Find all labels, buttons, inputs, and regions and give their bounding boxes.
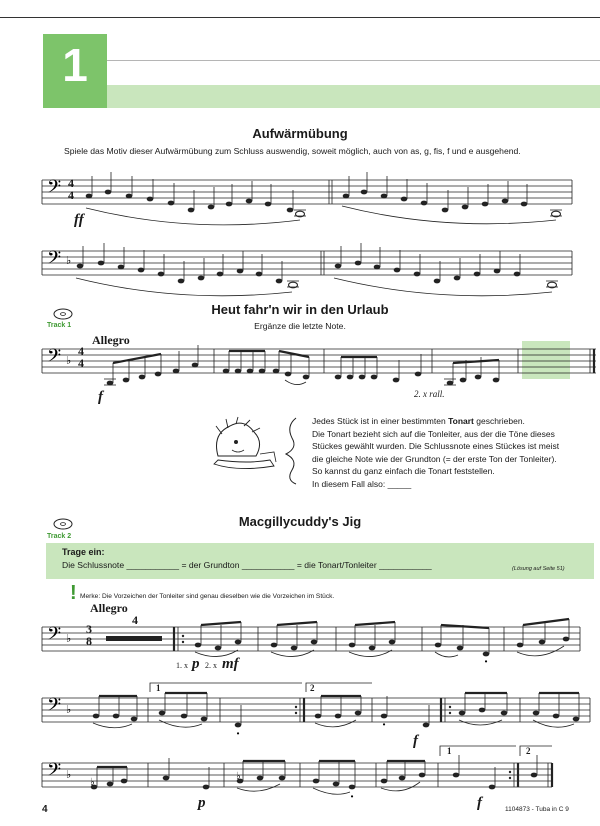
fill-in-title: Trage ein: bbox=[62, 547, 105, 557]
svg-text:♭: ♭ bbox=[66, 254, 72, 267]
jig-volta-2: 2 bbox=[310, 683, 315, 693]
page-number: 4 bbox=[42, 804, 48, 815]
warmup-time-top: 4 bbox=[68, 176, 74, 190]
svg-text:𝄢: 𝄢 bbox=[47, 346, 62, 371]
section-title-urlaub: Heut fahr'n wir in den Urlaub bbox=[211, 302, 389, 317]
jig-volta-2b: 2 bbox=[526, 746, 531, 756]
svg-text:♭: ♭ bbox=[236, 771, 241, 782]
info-line-1-pre: Jedes Stück ist in einer bestimmten bbox=[312, 416, 449, 426]
jig-tempo: Allegro bbox=[90, 601, 128, 615]
warmup-dynamic: ff bbox=[74, 212, 84, 228]
svg-text:𝄢: 𝄢 bbox=[47, 760, 62, 785]
svg-text:♭: ♭ bbox=[66, 768, 72, 781]
fill-in-line[interactable]: Die Schlussnote ___________ = der Grundton ___________ = die Tonart/Tonleiter ___________ bbox=[62, 560, 432, 570]
jig-dyn-p: p bbox=[192, 656, 200, 672]
jig-dyn-p2: p bbox=[198, 795, 206, 811]
info-line-3: Stückes gewählt wurden. Die Schlussnote eines Stückes ist meist bbox=[312, 441, 560, 452]
svg-text:•: • bbox=[236, 729, 240, 738]
svg-text:•: • bbox=[484, 657, 488, 666]
urlaub-dynamic: f bbox=[98, 389, 103, 405]
info-line-2: Die Tonart bezieht sich auf die Tonleiter, aus der die Töne dieses bbox=[312, 428, 555, 439]
svg-text:♭: ♭ bbox=[90, 777, 95, 788]
urlaub-subtitle: Ergänze die letzte Note. bbox=[254, 321, 346, 331]
jig-time-top: 3 bbox=[86, 622, 92, 636]
merke-text: Merke: Die Vorzeichen der Tonleiter sind genau dieselben wie die Vorzeichen im Stück. bbox=[80, 593, 335, 600]
lesson-number: 1 bbox=[62, 39, 88, 91]
urlaub-time-bottom: 4 bbox=[78, 356, 84, 370]
svg-text:𝄢: 𝄢 bbox=[47, 248, 62, 273]
svg-text:𝄢: 𝄢 bbox=[47, 624, 62, 649]
svg-text:♭: ♭ bbox=[66, 632, 72, 645]
jig-volta-1b: 1 bbox=[447, 746, 452, 756]
info-bold-word: Tonart bbox=[448, 416, 474, 426]
urlaub-rall: 2. x rall. bbox=[414, 389, 445, 399]
warmup-time-bottom: 4 bbox=[68, 188, 74, 202]
jig-dyn-mf: mf bbox=[222, 656, 239, 672]
merke-exclamation: ! bbox=[70, 582, 77, 604]
jig-dyn-1x: 1. x bbox=[176, 661, 188, 670]
svg-text:•: • bbox=[382, 720, 386, 729]
solution-note: (Lösung auf Seite 51) bbox=[512, 566, 565, 572]
svg-text:♭: ♭ bbox=[66, 354, 72, 367]
warmup-instruction: Spiele das Motiv dieser Aufwärmübung zum Schluss auswendig, soweit möglich, auch von as, g, fis, f und e ausgehend. bbox=[64, 146, 521, 156]
jig-volta-1: 1 bbox=[156, 683, 161, 693]
info-line-5: So kannst du ganz einfach die Tonart feststellen. bbox=[312, 466, 495, 477]
urlaub-time-top: 4 bbox=[78, 344, 84, 358]
urlaub-tempo: Allegro bbox=[92, 333, 130, 347]
jig-time-bottom: 8 bbox=[86, 634, 92, 648]
jig-dyn-f: f bbox=[413, 733, 418, 749]
info-line-6[interactable]: In diesem Fall also: _____ bbox=[312, 478, 412, 489]
jig-dyn-2x: 2. x bbox=[205, 661, 217, 670]
track-label-2: Track 2 bbox=[47, 533, 72, 540]
info-line-4: die gleiche Note wie der Grundton (= der erste Ton der Tonleiter). bbox=[312, 453, 557, 464]
footer-code: 1104873 - Tuba in C 9 bbox=[505, 806, 569, 813]
svg-text:𝄢: 𝄢 bbox=[47, 695, 62, 720]
track-label-1: Track 1 bbox=[47, 322, 72, 329]
info-line-1-post: geschrieben. bbox=[473, 416, 525, 426]
svg-text:•: • bbox=[350, 792, 354, 801]
section-title-warmup: Aufwärmübung bbox=[252, 126, 348, 141]
jig-dyn-f2: f bbox=[477, 795, 482, 811]
jig-rest-count: 4 bbox=[132, 613, 138, 627]
section-title-jig: Macgillycuddy's Jig bbox=[238, 514, 362, 529]
svg-text:𝄢: 𝄢 bbox=[47, 177, 62, 202]
svg-text:♭: ♭ bbox=[66, 703, 72, 716]
